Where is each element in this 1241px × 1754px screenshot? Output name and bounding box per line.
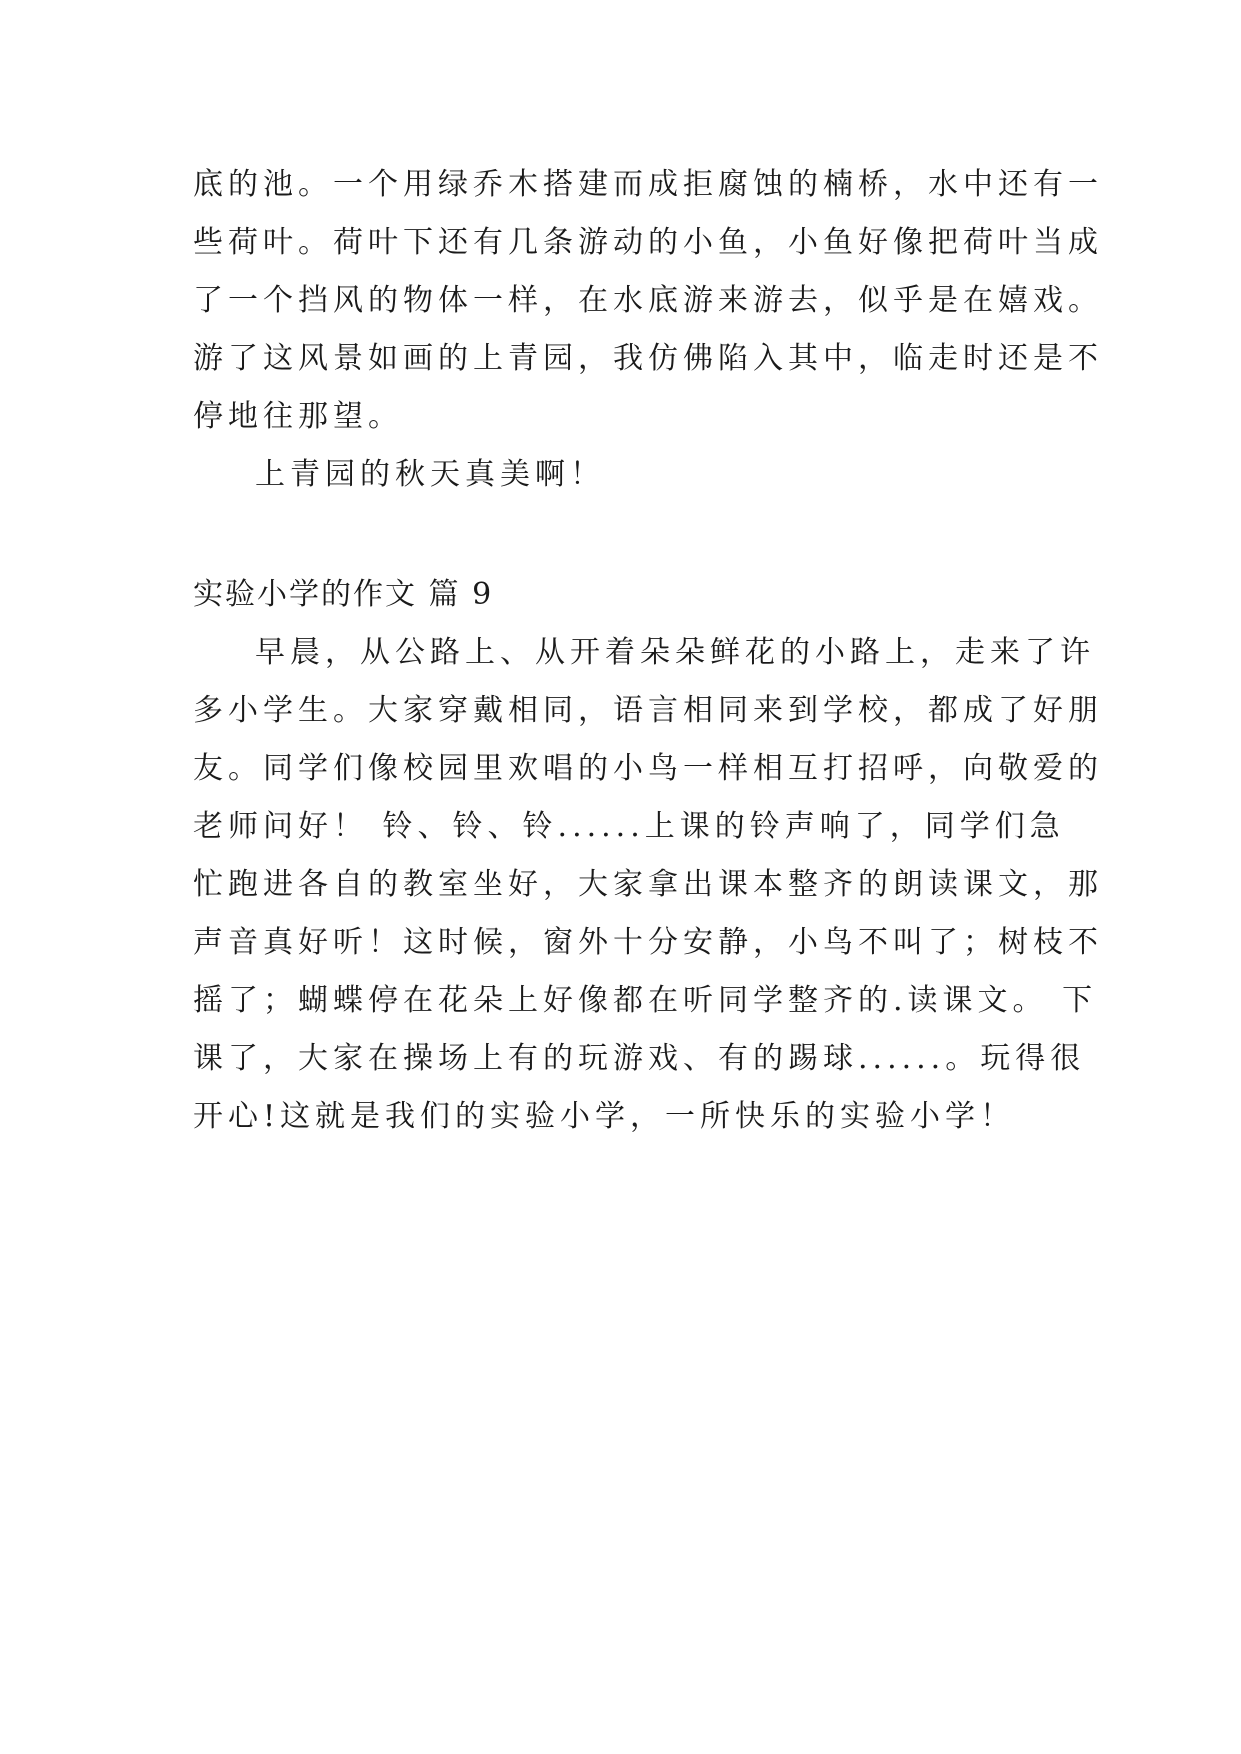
paragraph-line: 停地往那望。 <box>193 399 403 434</box>
paragraph-line: 友。同学们像校园里欢唱的小鸟一样相互打招呼，向敬爱的 <box>193 751 1103 786</box>
paragraph-line: 声音真好听！这时候，窗外十分安静，小鸟不叫了；树枝不 <box>193 925 1103 960</box>
paragraph-line: 早晨，从公路上、从开着朵朵鲜花的小路上，走来了许 <box>255 635 1095 670</box>
paragraph-line: 上青园的秋天真美啊！ <box>255 457 605 492</box>
paragraph-line: 忙跑进各自的教室坐好，大家拿出课本整齐的朗读课文，那 <box>193 867 1103 902</box>
paragraph-line: 课了，大家在操场上有的玩游戏、有的踢球......。玩得很 <box>193 1041 1086 1076</box>
paragraph-line: 摇了；蝴蝶停在花朵上好像都在听同学整齐的.读课文。 下 <box>193 983 1098 1018</box>
paragraph-line: 游了这风景如画的上青园，我仿佛陷入其中，临走时还是不 <box>193 341 1103 376</box>
section-heading: 实验小学的作文 篇 9 <box>193 577 494 612</box>
paragraph-line: 些荷叶。荷叶下还有几条游动的小鱼，小鱼好像把荷叶当成 <box>193 225 1103 260</box>
paragraph-line: 底的池。一个用绿乔木搭建而成拒腐蚀的楠桥，水中还有一 <box>193 167 1103 202</box>
paragraph-line: 开心!这就是我们的实验小学，一所快乐的实验小学！ <box>193 1099 1016 1134</box>
paragraph-line: 老师问好！ 铃、铃、铃......上课的铃声响了，同学们急 <box>193 809 1065 844</box>
paragraph-line: 多小学生。大家穿戴相同，语言相同来到学校，都成了好朋 <box>193 693 1103 728</box>
paragraph-line: 了一个挡风的物体一样，在水底游来游去，似乎是在嬉戏。 <box>193 283 1103 318</box>
